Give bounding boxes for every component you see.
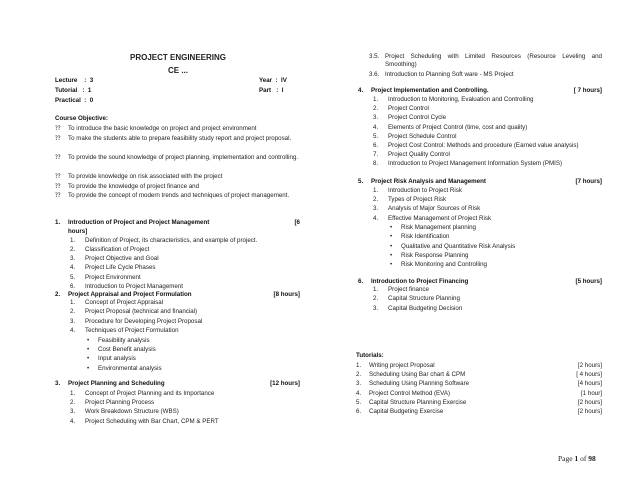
section-number: 3.	[55, 380, 61, 387]
bullet-icon: •	[390, 224, 393, 231]
bullet-icon: •	[390, 251, 393, 259]
objective-item: To provide the concept of modern trends and techniques of project management.	[68, 192, 290, 199]
subtopic-text: Effective Management of Project Risk	[388, 214, 492, 222]
subtopic-number: 3.5.	[369, 53, 380, 60]
subtopic-number: 4.	[70, 326, 76, 334]
subtopic-text: Project Proposal (technical and financial)	[85, 308, 198, 316]
section-hours: [5 hours]	[575, 278, 602, 285]
subtopic-number: 1.	[373, 286, 379, 293]
subtopic-text: Project Planning Process	[85, 399, 155, 407]
objective-item: To provide knowledge on risk associated with the project	[68, 173, 223, 180]
bullet-item: Qualitative and Quantitative Risk Analysis	[401, 242, 516, 250]
objective-bullet-icon: ⁇	[55, 183, 61, 190]
section-title: Project Risk Analysis and Management	[371, 178, 486, 185]
subtopic-number: 4.	[373, 214, 379, 222]
page-label: Page	[558, 454, 573, 463]
bullet-icon: •	[390, 233, 393, 241]
subtopic-text: Introduction to Project Risk	[388, 187, 462, 194]
subtopic-number: 1.	[70, 299, 76, 306]
section-title: Project Planning and Scheduling	[68, 380, 165, 387]
tutorial-text: Capital Structure Planning Exercise	[369, 398, 467, 406]
subtopic-number: 4.	[70, 264, 76, 271]
tutorial-text: Project Control Method (EVA)	[369, 389, 451, 397]
subtopic-number: 4.	[70, 417, 76, 425]
tutorial-number: 2.	[356, 371, 362, 379]
bullet-icon: •	[390, 261, 393, 269]
section-number: 5.	[358, 178, 364, 185]
bullet-icon: •	[87, 346, 90, 354]
section-hours: [8 hours]	[273, 291, 300, 298]
section-number: 6.	[358, 278, 364, 285]
objective-bullet-icon: ⁇	[55, 135, 61, 142]
objective-bullet-icon: ⁇	[55, 192, 61, 199]
subtopic-number: 3.	[373, 304, 379, 312]
section-number: 4.	[358, 87, 364, 94]
subtopic-text: Project Scheduling with Limited Resources (Resource Leveling and Smoothing)	[385, 53, 602, 68]
tutorial-number: 5.	[356, 398, 362, 406]
section-number: 1.	[55, 219, 61, 226]
bullet-item: Risk Identification	[401, 233, 450, 241]
lecture-hours: Lecture : 3	[55, 77, 94, 84]
subtopic-number: 2.	[70, 246, 76, 253]
subtopic-text: Analysis of Major Sources of Risk	[388, 205, 481, 213]
year: Year : IV	[259, 77, 287, 84]
course-code: CE ...	[167, 66, 188, 75]
tutorial-number: 3.	[356, 380, 362, 388]
section-hours-continued: hours]	[68, 228, 88, 235]
subtopic-text: Procedure for Developing Project Proposal	[85, 317, 203, 325]
subtopic-text: Project finance	[388, 286, 429, 293]
subtopic-number: 6.	[70, 283, 76, 290]
subtopic-number: 8.	[373, 160, 379, 168]
subtopic-number: 2.	[70, 399, 76, 407]
tutorial-number: 6.	[356, 408, 362, 415]
subtopic-text: Introduction to Planning Soft ware - MS Project	[385, 71, 514, 78]
subtopic-number: 2.	[70, 308, 76, 316]
subtopic-text: Project Objective and Goal	[85, 255, 159, 262]
bullet-icon: •	[87, 355, 90, 363]
subtopic-text: Work Breakdown Structure (WBS)	[85, 408, 179, 416]
subtopic-number: 2.	[373, 295, 379, 303]
subtopic-text: Project Quality Control	[388, 151, 450, 159]
bullet-icon: •	[390, 242, 393, 250]
practical-hours: Practical : 0	[55, 97, 94, 104]
page-number	[558, 455, 596, 463]
subtopic-number: 2.	[373, 105, 379, 113]
tutorial-text: Writing project Proposal	[369, 362, 435, 369]
objective-item: To make the students able to prepare feasibility study report and project proposal.	[68, 135, 292, 142]
of-label: of	[580, 454, 587, 463]
tutorials-heading: Tutorials:	[356, 352, 384, 359]
tutorial-text: Scheduling Using Bar chart & CPM	[369, 371, 466, 379]
section-hours: [7 hours]	[575, 178, 602, 185]
subtopic-text: Classification of Project	[85, 246, 150, 253]
subtopic-number: 3.	[70, 255, 76, 262]
current-page: 1	[574, 454, 579, 463]
subtopic-text: Project Cost Control: Methods and procedure (Earned value analysis)	[388, 142, 579, 149]
subtopic-text: Project Life Cycle Phases	[85, 264, 156, 271]
objectives-heading: Course Objective:	[55, 115, 108, 122]
tutorial-hours: [2 hours]	[577, 408, 602, 415]
tutorial-hours: [4 hours]	[577, 380, 602, 388]
bullet-item: Risk Monitoring and Controlling	[401, 261, 487, 269]
subtopic-number: 2.	[373, 196, 379, 204]
section-title: Introduction of Project and Project Management	[68, 219, 210, 226]
subtopic-number: 1.	[70, 237, 76, 244]
section-hours: [12 hours]	[270, 380, 300, 387]
subtopic-text: Introduction to Project Management	[85, 283, 184, 290]
subtopic-text: Project Environment	[85, 274, 141, 281]
subtopic-text: Project Control	[388, 105, 429, 113]
objective-item: To provide the knowledge of project finance and	[68, 183, 200, 190]
subtopic-text: Project Scheduling with Bar Chart, CPM & PERT	[85, 417, 219, 425]
bullet-item: Environmental analysis	[98, 364, 162, 372]
subtopic-text: Definition of Project, its characteristics, and example of project.	[85, 237, 258, 244]
tutorial-hours: [2 hours]	[577, 398, 602, 406]
section-hours: [ 7 hours]	[573, 87, 602, 94]
subtopic-text: Capital Structure Planning	[388, 295, 460, 303]
subtopic-number: 7.	[373, 151, 379, 159]
objective-bullet-icon: ⁇	[55, 154, 61, 161]
objective-bullet-icon: ⁇	[55, 125, 61, 132]
objective-item: To introduce the basic knowledge on project and project environment	[68, 125, 257, 132]
objective-item: To provide the sound knowledge of project planning, implementation and controlling.	[68, 154, 299, 161]
subtopic-text: Introduction to Monitoring, Evaluation and Controlling	[388, 96, 534, 103]
bullet-icon: •	[87, 364, 90, 372]
tutorial-hours: [ 4 hours]	[576, 371, 602, 379]
part: Part : I	[259, 87, 284, 94]
subtopic-number: 3.6.	[369, 71, 380, 78]
section-title: Project Appraisal and Project Formulation	[68, 291, 192, 298]
subtopic-text: Project Control Cycle	[388, 114, 447, 122]
bullet-item: Risk Response Planning	[401, 251, 469, 259]
subtopic-number: 3.	[70, 408, 76, 416]
subtopic-number: 4.	[373, 123, 379, 131]
subtopic-text: Project Schedule Control	[388, 132, 457, 140]
course-title: PROJECT ENGINEERING	[129, 53, 226, 62]
subtopic-number: 1.	[373, 187, 379, 194]
subtopic-text: Concept of Project Appraisal	[85, 299, 164, 306]
subtopic-number: 3.	[373, 114, 379, 122]
section-hours: [6	[294, 219, 300, 226]
subtopic-number: 5.	[70, 274, 76, 281]
objective-bullet-icon: ⁇	[55, 173, 61, 180]
total-pages: 98	[588, 454, 596, 463]
tutorial-text: Capital Budgeting Exercise	[369, 408, 444, 415]
subtopic-number: 1.	[70, 390, 76, 397]
bullet-item: Feasibility analysis	[98, 337, 150, 344]
tutorial-number: 4.	[356, 389, 362, 397]
section-title: Project Implementation and Controlling.	[371, 87, 489, 94]
subtopic-number: 6.	[373, 142, 379, 149]
section-number: 2.	[55, 291, 61, 298]
subtopic-text: Introduction to Project Management Information System (PMIS)	[388, 160, 563, 168]
subtopic-number: 5.	[373, 132, 379, 140]
subtopic-text: Types of Project Risk	[388, 196, 447, 204]
subtopic-text: Concept of Project Planning and its Importance	[85, 390, 215, 397]
tutorial-hours: [2 hours]	[577, 362, 602, 369]
subtopic-number: 3.	[373, 205, 379, 213]
bullet-icon: •	[87, 337, 90, 344]
tutorial-number: 1.	[356, 362, 362, 369]
section-title: Introduction to Project Financing	[371, 278, 469, 285]
tutorial-hours: [1 hour]	[581, 389, 602, 397]
subtopic-text: Elements of Project Control (time, cost and quality)	[388, 123, 528, 131]
bullet-item: Input analysis	[98, 355, 136, 363]
subtopic-number: 1.	[373, 96, 379, 103]
tutorial-hours: Tutorial : 1	[55, 87, 92, 94]
tutorial-text: Scheduling Using Planning Software	[369, 380, 470, 388]
subtopic-text: Techniques of Project Formulation	[85, 326, 179, 334]
bullet-item: Cost Benefit analysis	[98, 346, 156, 354]
subtopic-text: Capital Budgeting Decision	[388, 304, 463, 312]
subtopic-number: 3.	[70, 317, 76, 325]
bullet-item: Risk Management planning	[401, 224, 476, 231]
